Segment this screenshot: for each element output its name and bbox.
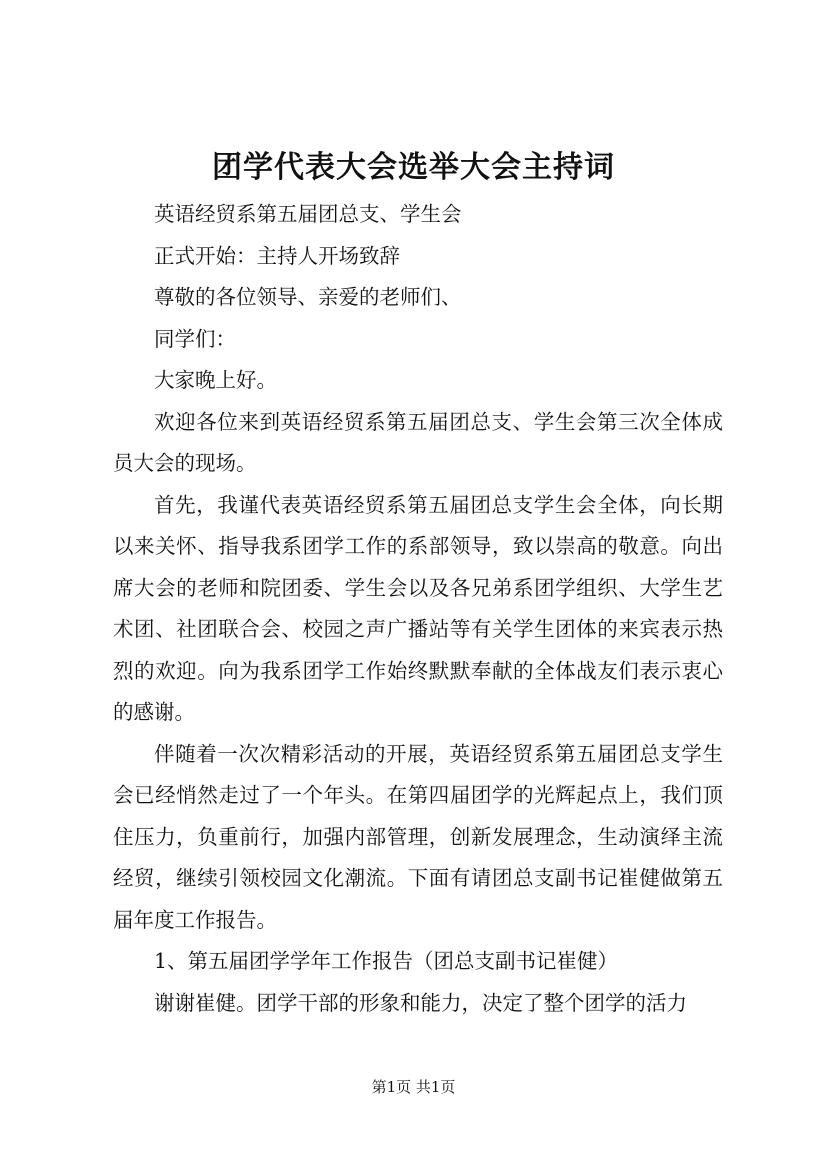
paragraph: 同学们： [154,326,236,351]
paragraph: 首先，我谨代表英语经贸系第五届团总支学生会全体，向长期以来关怀、指导我系团学工作的系部领导，致以崇高的敬意。向出席大会的老师和院团委、学生会以及各兄弟系团学组织、大学生艺术团、社团联合会、校园之声广播站等有关学生团体的来宾表示热烈的欢迎。向为我系团学工作始终默默奉献的全体战友们表示衷心的感谢。 [113,492,723,724]
page-footer: 第1页 共1页 [371,1078,456,1096]
paragraph: 伴随着一次次精彩活动的开展，英语经贸系第五届团总支学生会已经悄然走过了一个年头。在第四届团学的光辉起点上，我们顶住压力，负重前行，加强内部管理，创新发展理念，生动演绎主流经贸，继续引领校园文化潮流。下面有请团总支副书记崔健做第五届年度工作报告。 [113,741,723,932]
paragraph: 谢谢崔健。团学干部的形象和能力，决定了整个团学的活力 [154,990,687,1015]
paragraph: 正式开始：主持人开场致辞 [154,243,400,268]
document-body [113,194,723,1024]
document-title: 团学代表大会选举大会主持词 [212,150,615,185]
paragraph: 欢迎各位来到英语经贸系第五届团总支、学生会第三次全体成员大会的现场。 [113,409,723,475]
paragraph: 大家晚上好。 [154,368,277,392]
paragraph: 1、第五届团学学年工作报告（团总支副书记崔健） [154,949,619,973]
paragraph: 尊敬的各位领导、亲爱的老师们、 [154,285,462,309]
paragraph: 英语经贸系第五届团总支、学生会 [154,202,462,226]
